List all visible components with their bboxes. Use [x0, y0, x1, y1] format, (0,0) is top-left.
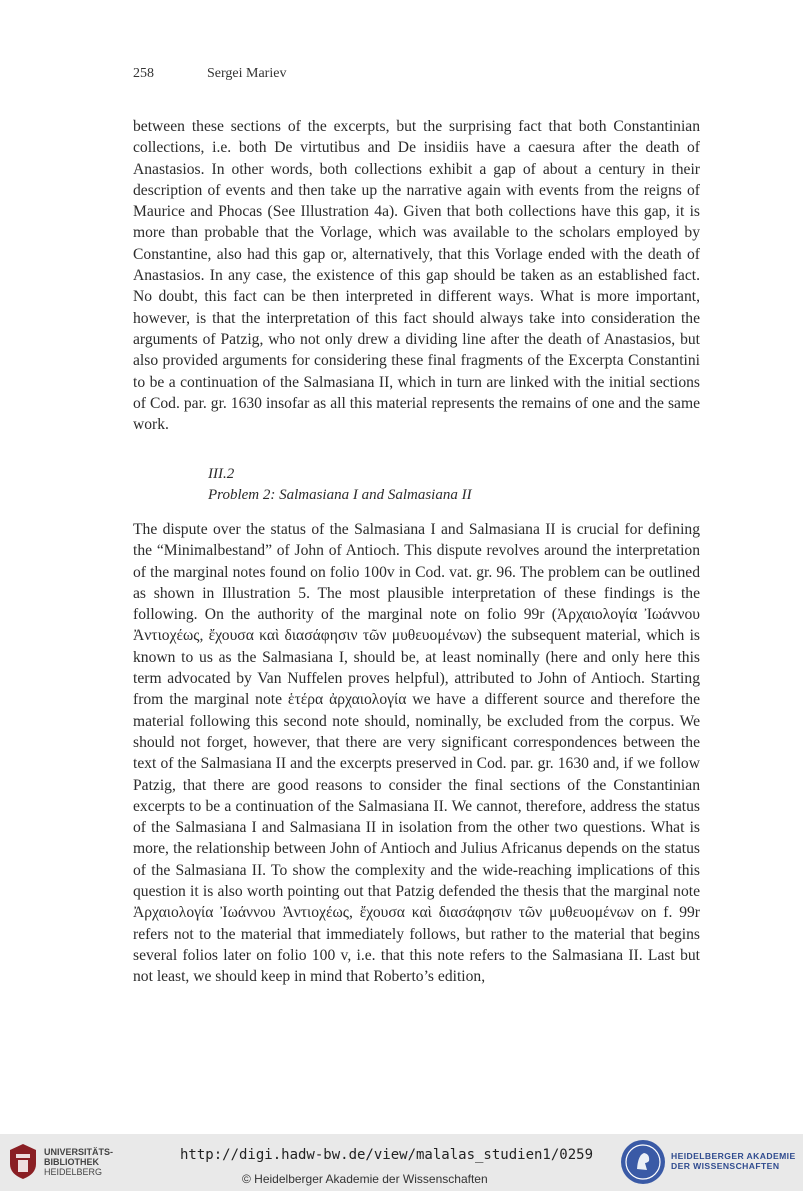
academy-name: HEIDELBERGER AKADEMIE DER WISSENSCHAFTEN: [671, 1151, 796, 1171]
permalink-url[interactable]: http://digi.hadw-bw.de/view/malalas_studien1/0259: [180, 1147, 594, 1163]
running-author: Sergei Mariev: [207, 66, 287, 81]
library-name: UNIVERSITÄTS- BIBLIOTHEK HEIDELBERG: [44, 1147, 114, 1177]
page-number: 258: [133, 66, 154, 81]
paragraph-1: between these sections of the excerpts, but the surprising fact that both Constantinian collections, i.e. both De virtutibus and De insidiis have a caesura after the death of Anastasios. In other words, both collections exhibit a gap of about a century in their description of events and then take up the narrative again with events from the reigns of Maurice and Phocas (See Illustration 4a). Given that both collections have this gap, it is more than probable that the Vorlage, which was available to the scholars employed by Constantine, also had this gap or, alternatively, that this Vorlage ended with the death of Anastasios. In any case, the existence of this gap should be taken as an established fact. No doubt, this fact can be then interpreted in different ways. What is more important, however, is that the interpretation of this fact should always take into consideration the arguments of Patzig, who not only drew a dividing line after the death of Anastasios, but also provided arguments for considering these final fragments of the Excerpta Constantini to be a continuation of the Salmasiana II, which in turn are linked with the initial sections of Cod. par. gr. 1630 insofar as all this material represents the remains of one and the same work.: [133, 118, 700, 434]
academy-seal-icon[interactable]: [620, 1139, 666, 1185]
paragraph-2: The dispute over the status of the Salmasiana I and Salmasiana II is crucial for defining the “Minimalbestand” of John of Antioch. This dispute revolves around the interpretation of the marginal notes found on folio 100v in Cod. vat. gr. 96. The problem can be outlined as shown in Illustration 5. The most plausible interpretation of these findings is the following. On the authority of the marginal note on folio 99r (Ἀρχαιολογία Ἰωάννου Ἀντιοχέως, ἔχουσα καὶ διασάφησιν τῶν μυθευομένων) the subsequent material, which is known to us as the Salmasiana I, should be, at least nominally (here and only here this term advocated by Van Nuffelen proves helpful), attributed to John of Antioch. Starting from the marginal note ἑτέρα ἀρχαιολογία we have a different source and therefore the material following this second note should, nominally, be excluded from the corpus. We should not forget, however, that there are very significant correspondences between the text of the Salmasiana II and the excerpts preserved in Cod. par. gr. 1630 and, if we follow Patzig, that there are good reasons to consider the final sections of the Constantinian excerpts to be a continuation of the Salmasiana II. We cannot, therefore, address the status of the Salmasiana I and Salmasiana II in isolation from the other two questions. What is more, the relationship between John of Antioch and Julius Africanus depends on the status of the Salmasiana II. To show the complexity and the wide-reaching implications of this question it is also worth pointing out that Patzig defended the thesis that the marginal note Ἀρχαιολογία Ἰωάννου Ἀντιοχέως, ἔχουσα καὶ διασάφησιν τῶν μυθευομένων on f. 99r refers not to the material that immediately follows, but rather to the material that begins several folios later on folio 100 v, i.e. that this note refers to the Salmasiana II. Last but not least, we should keep in mind that Roberto’s edition,: [133, 521, 700, 986]
copyright-notice: © Heidelberger Akademie der Wissenschaften: [242, 1172, 488, 1186]
section-title: Problem 2: Salmasiana I and Salmasiana II: [208, 487, 472, 503]
section-number: III.2: [208, 466, 235, 482]
university-library-logo[interactable]: [8, 1142, 38, 1180]
viewer-footer: [0, 1134, 803, 1191]
running-header: [133, 66, 286, 82]
